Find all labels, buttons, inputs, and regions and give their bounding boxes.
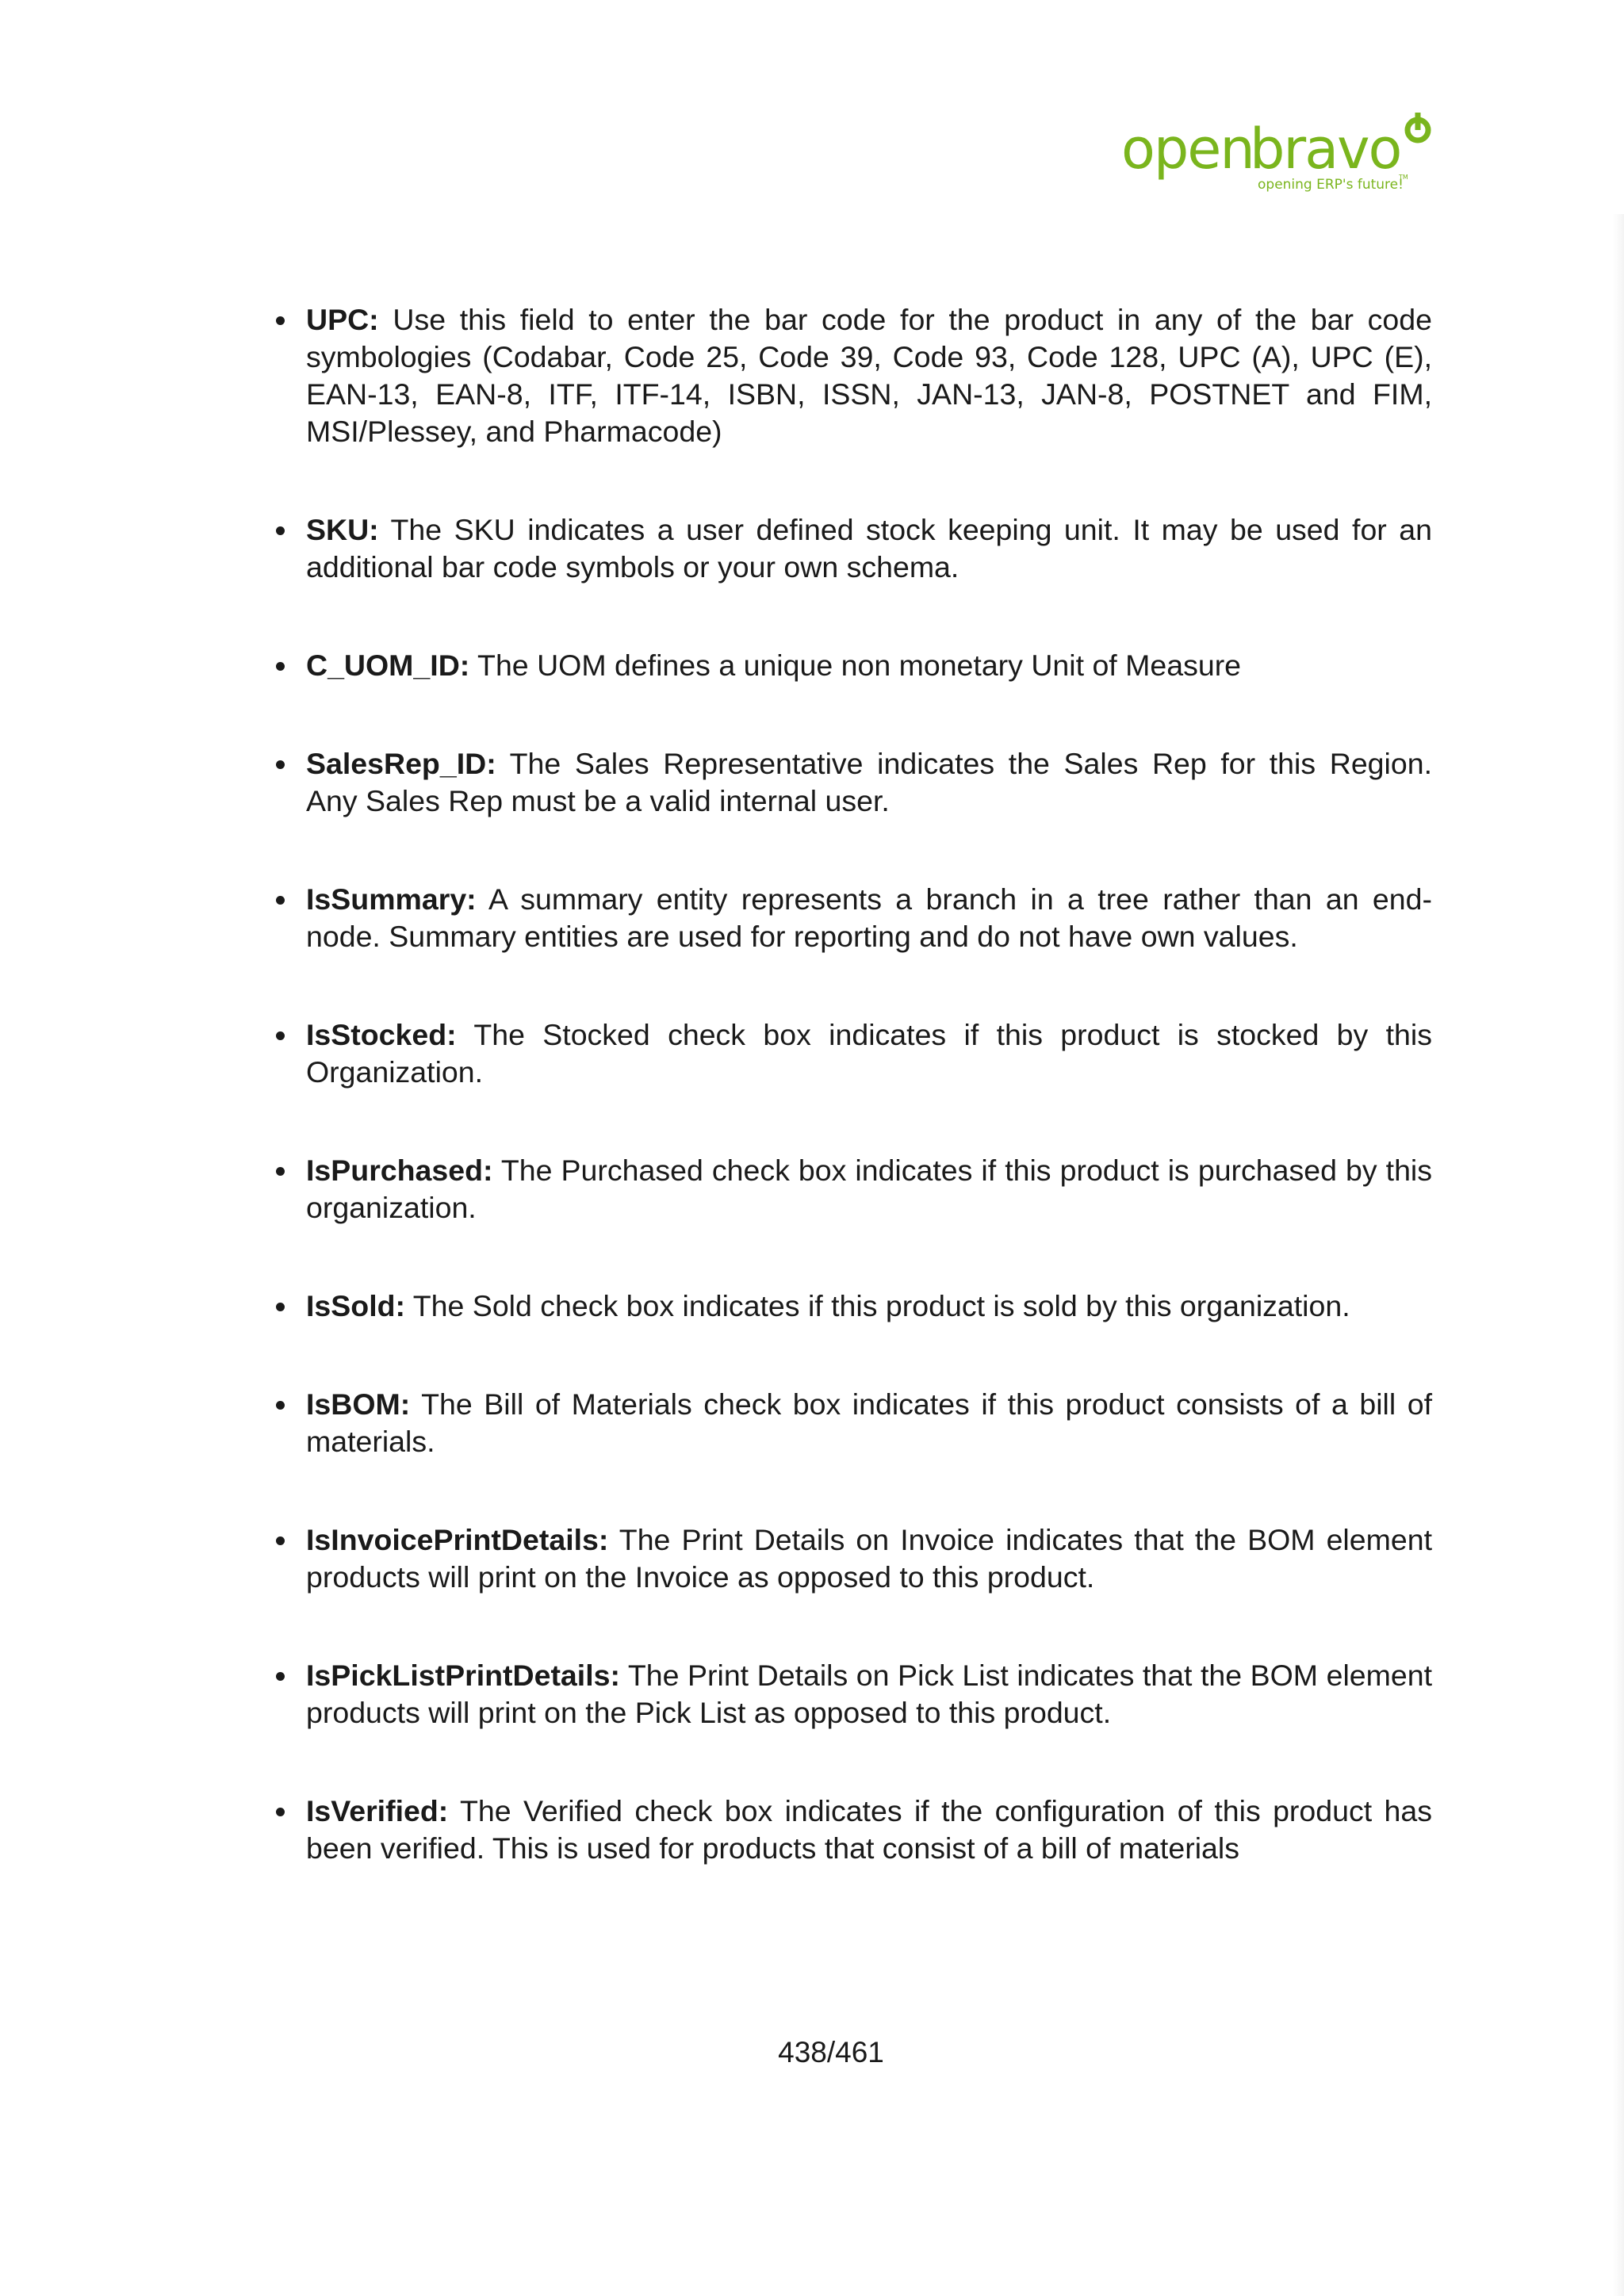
bullet-icon	[276, 1808, 285, 1816]
field-list-item	[266, 1152, 1432, 1226]
field-term: SKU:	[306, 513, 379, 546]
field-description: The Verified check box indicates if the configuration of this product has been verified. This is used for products that consist of a bill of materials	[306, 1794, 1432, 1865]
field-term: SalesRep_ID:	[306, 747, 496, 780]
field-term: C_UOM_ID:	[306, 649, 470, 682]
bullet-icon	[276, 1536, 285, 1545]
field-description: The SKU indicates a user defined stock keeping unit. It may be used for an additional bar code symbols or your own schema.	[306, 513, 1432, 584]
field-list-item	[266, 1657, 1432, 1732]
field-list-item	[266, 1288, 1432, 1325]
field-term: IsPickListPrintDetails:	[306, 1659, 620, 1692]
page-number: 438/461	[778, 2036, 884, 2068]
logo-trademark: TM	[1399, 174, 1408, 181]
logo-tagline: opening ERP's future!	[1258, 177, 1404, 193]
bullet-icon	[276, 526, 285, 535]
bullet-icon	[276, 760, 285, 769]
bullet-icon	[276, 1167, 285, 1176]
field-list-item	[266, 1521, 1432, 1596]
page-edge-shading	[1613, 214, 1624, 2296]
field-list-item	[266, 511, 1432, 586]
field-description: Use this field to enter the bar code for the product in any of the bar code symbologies (Codabar, Code 25, Code 39, Code 93, Code 128, UPC (A), UPC (E), EAN-13, EAN-8, ITF, ITF-14, ISBN, ISSN, JAN-13, JAN-8, POSTNET and FIM, MSI/Plessey, and Pharmacode)	[306, 303, 1432, 448]
field-list-item	[266, 1016, 1432, 1091]
logo-word-open: open	[1121, 117, 1254, 182]
field-list-item	[266, 1793, 1432, 1867]
field-descriptions	[266, 301, 1432, 1867]
bullet-icon	[276, 1672, 285, 1681]
field-term: IsVerified:	[306, 1794, 449, 1827]
field-list-item	[266, 301, 1432, 450]
logo-word-bravo: bravo	[1250, 117, 1401, 182]
field-description: The Sales Representative indicates the Sales Rep for this Region. Any Sales Rep must be a valid internal user.	[306, 747, 1432, 817]
bullet-icon	[276, 662, 285, 671]
field-description: The UOM defines a unique non monetary Unit of Measure	[477, 649, 1242, 682]
field-description: The Print Details on Invoice indicates that the BOM element products will print on the Invoice as opposed to this product.	[306, 1523, 1432, 1594]
field-description: The Purchased check box indicates if this product is purchased by this organization.	[306, 1154, 1433, 1224]
field-description: The Bill of Materials check box indicates if this product consists of a bill of materials.	[306, 1387, 1432, 1458]
field-list-item	[266, 881, 1432, 955]
field-description: The Sold check box indicates if this product is sold by this organization.	[412, 1289, 1350, 1322]
field-term: IsInvoicePrintDetails:	[306, 1523, 609, 1556]
openbravo-logo	[1118, 111, 1435, 206]
bullet-icon	[276, 1031, 285, 1040]
bullet-icon	[276, 896, 285, 905]
bullet-icon	[276, 316, 285, 325]
field-description: A summary entity represents a branch in a tree rather than an end-node. Summary entities are used for reporting and do not have own values.	[306, 882, 1432, 953]
field-term: IsBOM:	[306, 1387, 411, 1421]
logo-swirl-icon	[1408, 113, 1428, 140]
field-term: UPC:	[306, 303, 379, 336]
bullet-icon	[276, 1401, 285, 1410]
field-term: IsSold:	[306, 1289, 406, 1322]
field-list-item	[266, 1386, 1432, 1460]
field-description: The Stocked check box indicates if this product is stocked by this Organization.	[306, 1018, 1432, 1089]
field-list	[266, 301, 1432, 1867]
field-term: IsSummary:	[306, 882, 477, 916]
bullet-icon	[276, 1303, 285, 1311]
field-list-item	[266, 647, 1432, 684]
field-list-item	[266, 745, 1432, 820]
field-description: The Print Details on Pick List indicates that the BOM element products will print on the Pick List as opposed to this product.	[306, 1659, 1432, 1729]
field-term: IsPurchased:	[306, 1154, 493, 1187]
field-term: IsStocked:	[306, 1018, 457, 1051]
